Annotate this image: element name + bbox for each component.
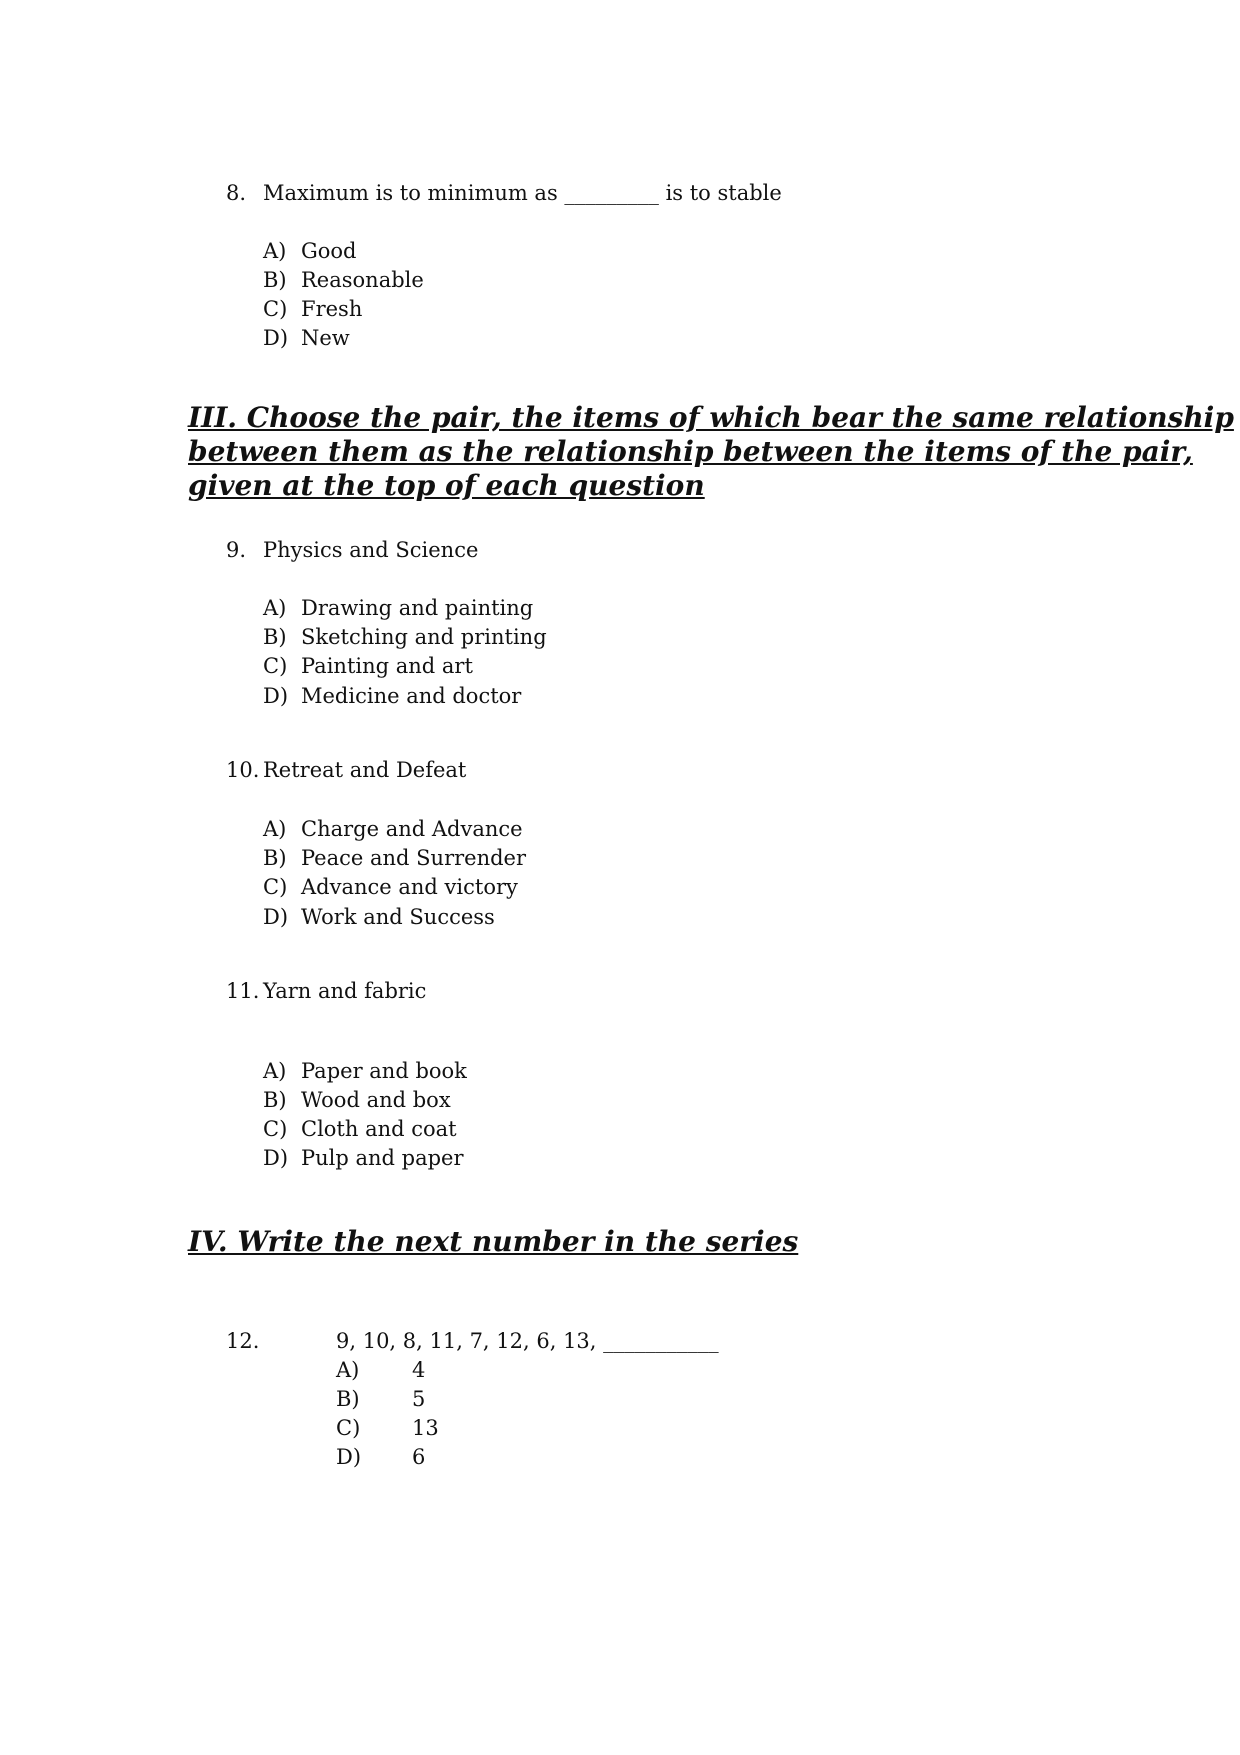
option-text: Medicine and doctor [301,684,522,708]
section-heading-line: between them as the relationship between the items of the pair, [188,435,1193,468]
option-letter: D) [263,684,289,708]
option-text: Good [301,239,357,263]
question-number: 12. [226,1329,260,1353]
option-letter: D) [263,1146,289,1170]
question-number: 10. [226,758,260,782]
option-text: Sketching and printing [301,625,547,649]
option-letter: C) [263,654,288,678]
option-letter: B) [263,846,287,870]
option-text: Pulp and paper [301,1146,464,1170]
option-text: 4 [412,1358,426,1382]
section-heading: IV. Write the next number in the series [188,1225,799,1258]
question-text: Yarn and fabric [263,979,427,1003]
question-text: Physics and Science [263,538,479,562]
section-heading-line: given at the top of each question [188,469,705,502]
question-number: 8. [226,181,247,205]
question-number: 9. [226,538,247,562]
option-text: Cloth and coat [301,1117,457,1141]
option-letter: D) [263,326,289,350]
option-letter: D) [336,1445,362,1469]
question-text: Retreat and Defeat [263,758,467,782]
series-text: 9, 10, 8, 11, 7, 12, 6, 13, ___________ [336,1329,719,1353]
option-text: Paper and book [301,1059,467,1083]
question-text: Maximum is to minimum as _________ is to stable [263,181,782,205]
option-text: New [301,326,350,350]
option-letter: A) [263,596,287,620]
option-text: 5 [412,1387,426,1411]
option-text: Reasonable [301,268,424,292]
option-letter: A) [336,1358,360,1382]
option-letter: B) [263,268,287,292]
option-letter: C) [336,1416,361,1440]
option-text: 13 [412,1416,439,1440]
option-text: 6 [412,1445,426,1469]
option-text: Wood and box [301,1088,451,1112]
option-letter: B) [263,625,287,649]
option-letter: B) [263,1088,287,1112]
option-letter: C) [263,875,288,899]
option-letter: C) [263,1117,288,1141]
option-text: Fresh [301,297,363,321]
option-text: Painting and art [301,654,473,678]
option-letter: B) [336,1387,360,1411]
option-letter: A) [263,239,287,263]
option-text: Drawing and painting [301,596,534,620]
option-text: Charge and Advance [301,817,523,841]
option-text: Work and Success [301,905,495,929]
option-text: Advance and victory [301,875,518,899]
option-letter: C) [263,297,288,321]
option-letter: D) [263,905,289,929]
question-number: 11. [226,979,260,1003]
option-letter: A) [263,1059,287,1083]
option-text: Peace and Surrender [301,846,527,870]
section-heading-line: III. Choose the pair, the items of which bear the same relationship [188,401,1234,434]
option-letter: A) [263,817,287,841]
